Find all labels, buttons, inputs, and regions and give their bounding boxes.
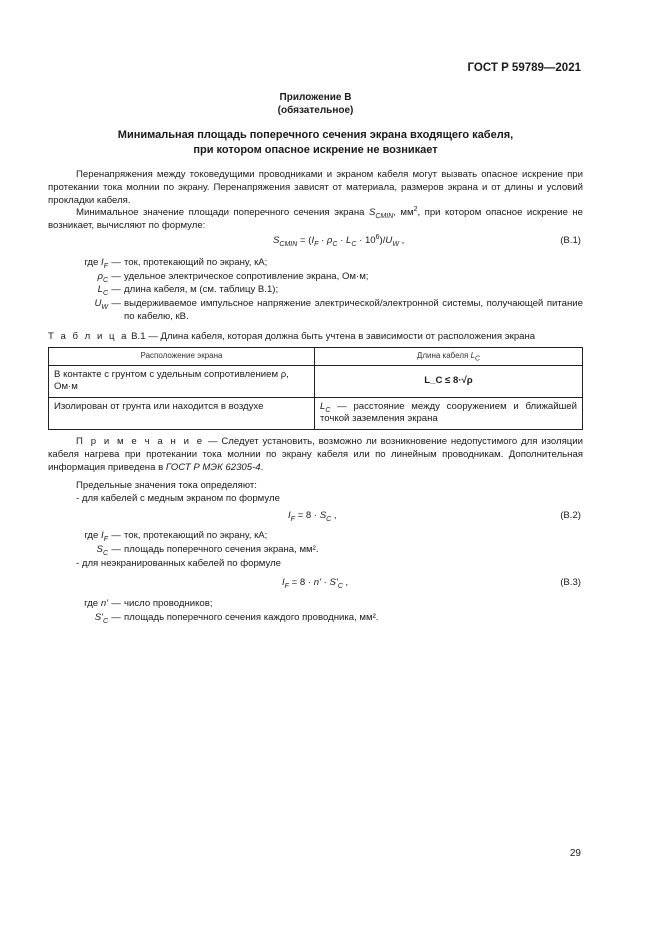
table-header-location: Расположение экрана <box>49 348 315 366</box>
table-caption: Т а б л и ц а В.1 — Длина кабеля, которая должна быть учтена в зависимости от расположения экрана <box>48 331 536 342</box>
appendix-status: (обязательное) <box>277 105 354 116</box>
formula-b3: $I_F = 8 \cdot n' \cdot S'_C$ , <box>282 577 349 590</box>
table-header-length: Длина кабеля $L_C$ <box>315 348 583 366</box>
definition-row: $U_W$ — выдерживаемое импульсное напряжение электрической/электронной системы, получающей питание по кабелю, кВ. <box>94 297 583 322</box>
definition-row: $S_C$ — площадь поперечного сечения экрана, мм². <box>96 543 319 557</box>
formula-b1-number: (B.1) <box>560 235 581 246</box>
limits-copper: - для кабелей с медным экраном по формуле <box>76 493 280 504</box>
standard-number: ГОСТ Р 59789—2021 <box>467 62 581 74</box>
definitions-b3 <box>48 597 583 624</box>
table-cell-ground-contact: В контакте с грунтом с удельным сопротивлением ρ, Ом·м <box>49 365 315 397</box>
appendix-title: Приложение В <box>279 92 352 103</box>
formula-b2-number: (B.2) <box>560 510 581 521</box>
table-b1 <box>48 347 583 430</box>
formula-b3-number: (B.3) <box>560 577 581 588</box>
page-number: 29 <box>569 848 581 859</box>
definition-row: $S'_C$ — площадь поперечного сечения каждого проводника, мм². <box>94 611 379 625</box>
intro-paragraph: Перенапряжения между токоведущими проводниками и экраном кабеля могут вызвать опасное искрение при протекании тока молнии по экрану. Перенапряжения зависят от материала, размеров экрана и от длины и условий прокладки кабеля. <box>48 169 583 206</box>
formula-intro-paragraph: Минимальное значение площади поперечного сечения экрана $S_{CMIN}$, $мм^2$, при котором опасное искрение не возникает, вычисляют по формуле: <box>48 205 584 231</box>
table-cell-length-formula: L_C ≤ 8·√ρ <box>315 365 583 397</box>
definition-row: где $I_F$ — ток, протекающий по экрану, кА; <box>84 257 268 270</box>
definitions-b1 <box>48 256 583 324</box>
appendix-heading-line2: при котором опасное искрение не возникает <box>193 144 438 156</box>
formula-b1: $S_{CMIN} = (I_F \cdot \rho_C \cdot L_C \cdot 10^6)/U_W$ , <box>273 233 405 248</box>
limits-unscreened: - для неэкранированных кабелей по формуле <box>76 558 282 569</box>
appendix-heading-line1: Минимальная площадь поперечного сечения экрана входящего кабеля, <box>117 129 514 141</box>
formula-b2: $I_F = 8 \cdot S_C$ , <box>288 510 337 523</box>
table-cell-isolated-length: $L_C$ — расстояние между сооружением и ближайшей точкой заземления экрана <box>315 397 583 429</box>
definition-row: $L_C$ — длина кабеля, м (см. таблицу В.1); <box>97 284 279 297</box>
definition-row: где $I_F$ — ток, протекающий по экрану, кА; <box>84 530 268 543</box>
table-cell-isolated: Изолирован от грунта или находится в воздухе <box>49 397 315 429</box>
definition-row: $\rho_C$ — удельное электрическое сопротивление экрана, Ом·м; <box>97 270 369 284</box>
definition-row: где n' — число проводников; <box>84 598 213 609</box>
definitions-b2 <box>48 529 583 556</box>
limits-intro: Предельные значения тока определяют: <box>76 480 257 491</box>
note-paragraph: П р и м е ч а н и е — Следует установить, возможно ли возникновение недопустимого для изоляции кабеля нагрева при протекании тока молнии по экрану кабеля или по линейным проводникам. Дополнительная информация приведена в ГОСТ Р МЭК 62305-4. <box>48 436 584 473</box>
